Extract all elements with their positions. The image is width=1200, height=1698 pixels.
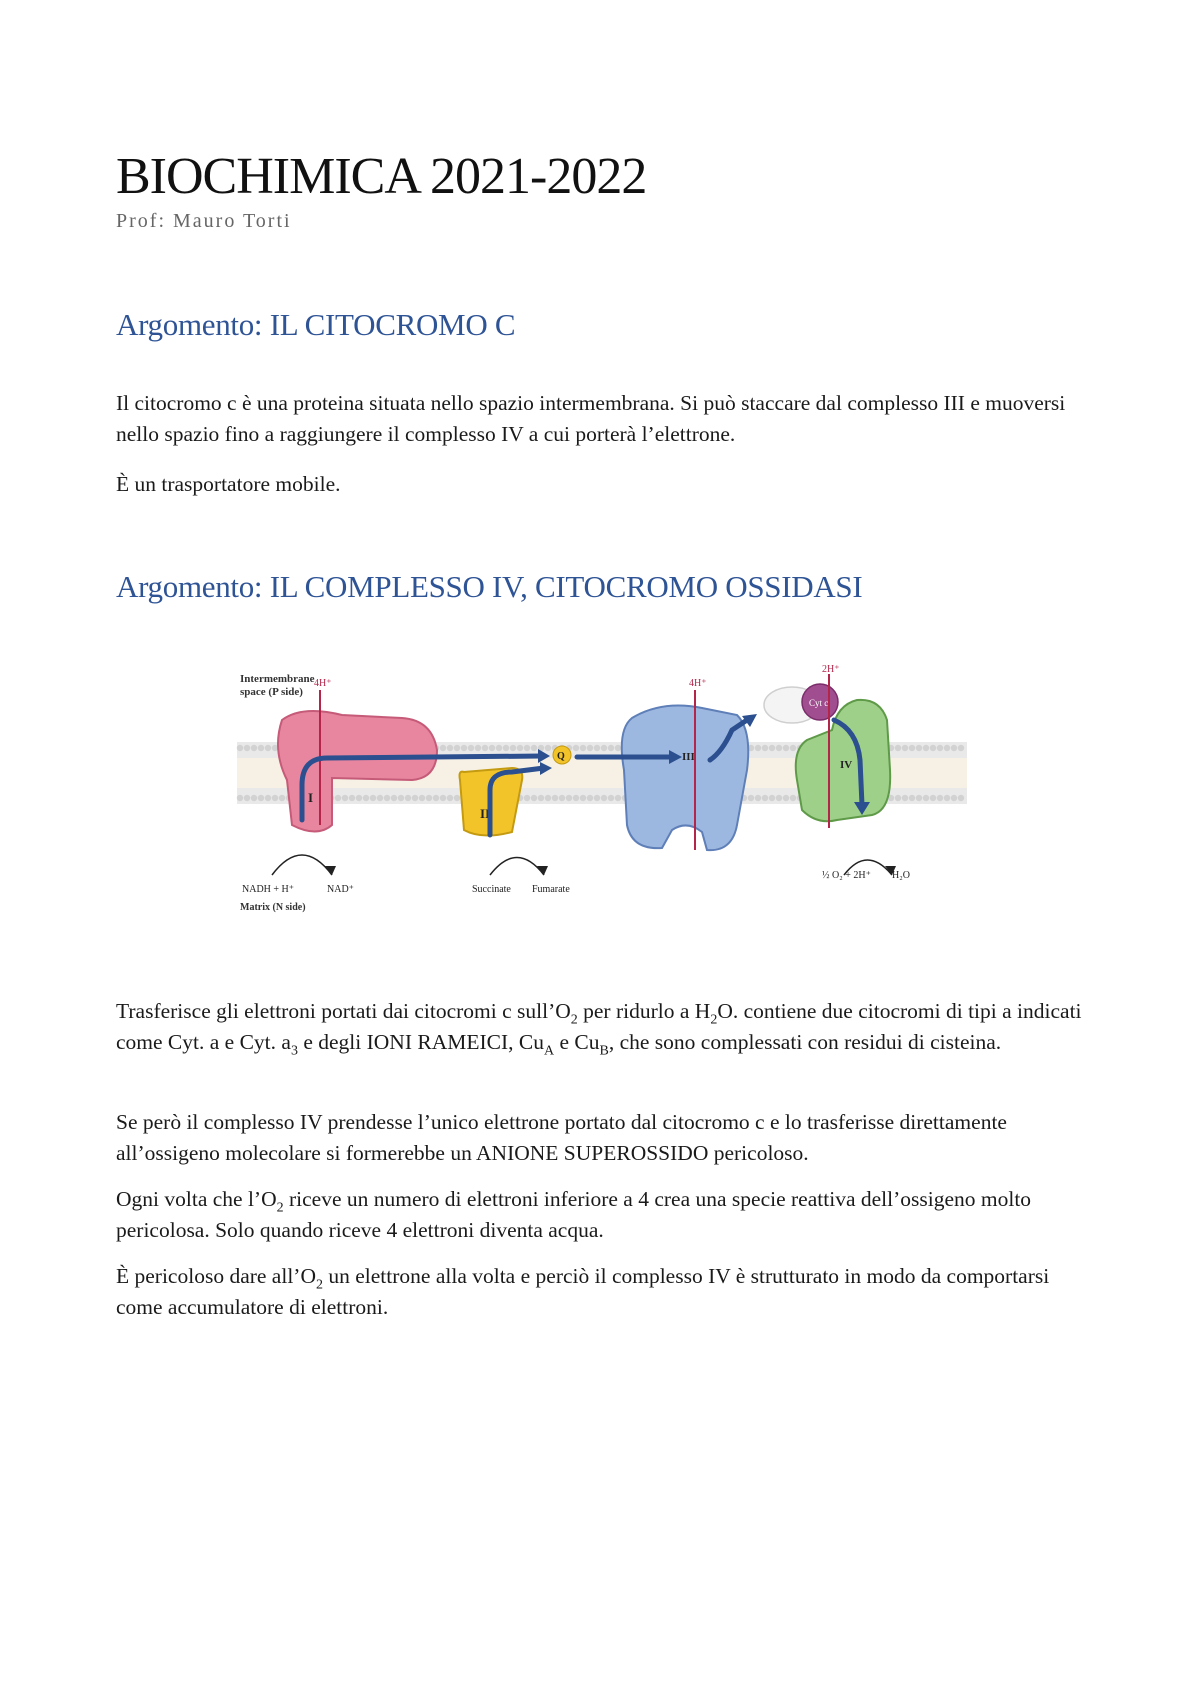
oxygen-label: ½ O₂ + 2H⁺ [822, 870, 871, 881]
q-label: Q [557, 751, 565, 762]
complex-i-label: I [308, 790, 314, 805]
matrix-arc-arrowheads [325, 866, 896, 875]
nad-label: NAD⁺ [327, 884, 354, 895]
section-heading-complesso-iv: Argomento: IL COMPLESSO IV, CITOCROMO OSSIDASI [116, 569, 863, 604]
paragraph-mobile-carrier: È un trasportatore mobile. [116, 472, 341, 496]
section-heading-citocromo-c: Argomento: IL CITOCROMO C [116, 307, 516, 342]
paragraph-citocromo-description: Il citocromo c è una proteina situata nello spazio intermembrana. Si può staccare dal complesso III e muoversi nello spazio fino a raggiungere il complesso IV a cui porterà l’elettrone. [116, 391, 1066, 446]
paragraph-electron-transfer: Trasferisce gli elettroni portati dai citocromi c $sull’O_2$ per ridurlo a $H_2O$. contiene due citocromi di tipi a indicati come Cyt. a e Cyt. $a_3$ e degli IONI RAMEICI, $Cu_A$ e $Cu_B$, che sono complessati con residui di cisteina. [116, 999, 1082, 1059]
complex-iii-label: III [682, 751, 695, 763]
proton-label-complex-iv: 2H⁺ [822, 664, 840, 675]
cyt-c-label: Cyt c [809, 698, 829, 708]
p-side-label: space (P side) [240, 686, 303, 698]
complex-ii-label: II [480, 806, 491, 821]
document-title: BIOCHIMICA 2021-2022 [116, 148, 647, 205]
paragraph-superoxide: Se però il complesso IV prendesse l’unico elettrone portato dal citocromo c e lo trasferisse direttamente all’ossigeno molecolare si formerebbe un ANIONE SUPEROSSIDO pericoloso. [116, 1110, 1007, 1165]
intermembrane-label: Intermembrane [240, 673, 315, 685]
fumarate-label: Fumarate [532, 884, 570, 895]
ubiquinone [553, 746, 571, 764]
paragraph-reactive-oxygen: Ogni volta che $l’O_2$ riceve un numero di elettroni inferiore a 4 crea una specie reattiva dell’ossigeno molto pericolosa. Solo quando riceve 4 elettroni diventa acqua. [116, 1187, 1032, 1242]
document-subtitle: Prof: Mauro Torti [116, 210, 292, 232]
complex-iii [622, 706, 748, 851]
electron-transport-chain-figure [232, 660, 972, 928]
matrix-label: Matrix (N side) [240, 902, 306, 913]
cytochrome-c [764, 684, 838, 723]
matrix-reaction-arcs [272, 855, 892, 875]
nadh-label: NADH + H⁺ [242, 884, 295, 895]
paragraph-electron-accumulator: È pericoloso dare $all’O_2$ un elettrone alla volta e perciò il complesso IV è strutturato in modo da comportarsi come accumulatore di elettroni. [116, 1264, 1050, 1319]
proton-label-complex-iii: 4H⁺ [689, 678, 707, 689]
electron-transport-chain-diagram [232, 660, 972, 928]
succinate-label: Succinate [472, 884, 511, 895]
complex-iv-label: IV [840, 759, 853, 771]
water-label: H₂O [892, 870, 910, 881]
proton-label-complex-i: 4H⁺ [314, 678, 332, 689]
